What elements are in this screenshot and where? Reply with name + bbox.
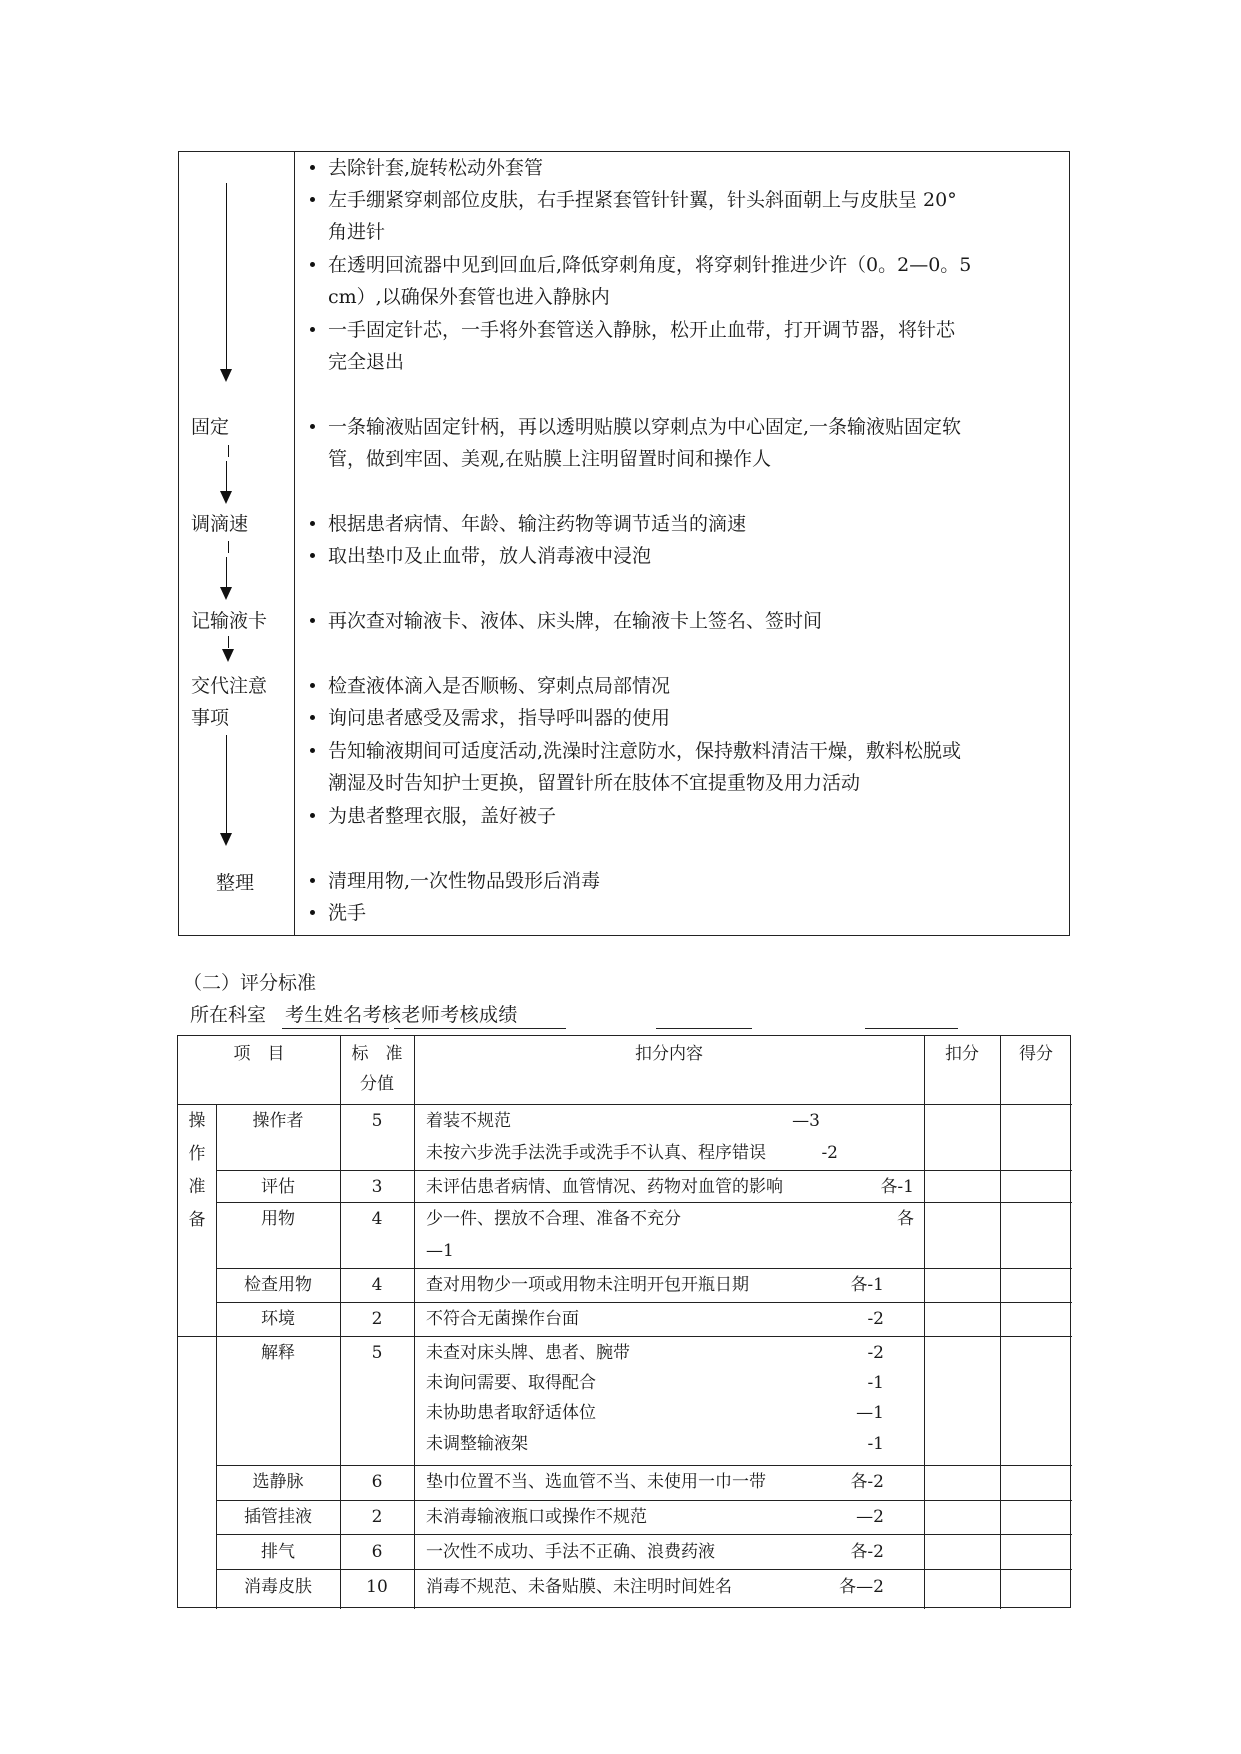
bullet-item: 一手固定针芯，一手将外套管送入静脉，松开止血带，打开调节器，将针芯 (310, 314, 1060, 347)
row-item: 解释 (261, 1343, 295, 1363)
bullet-item: 一条输液贴固定针柄，再以透明贴膜以穿刺点为中心固定,一条输液贴固定软 (310, 411, 1060, 444)
row-standard: 4 (371, 1275, 383, 1295)
step-label-notice-2: 事项 (191, 707, 230, 729)
row-standard: 6 (371, 1542, 383, 1562)
step-label-tidy: 整理 (216, 872, 255, 894)
row-deduct-value: —3 (792, 1111, 820, 1131)
bullet-item: 询问患者感受及需求，指导呼叫器的使用 (310, 702, 1060, 735)
row-item: 排气 (261, 1542, 295, 1562)
row-deduct-value: -1 (867, 1373, 884, 1393)
bullet-continuation: cm）,以确保外套管也进入静脉内 (328, 286, 610, 308)
row-standard: 2 (371, 1507, 383, 1527)
section-title: （二）评分标准 (183, 972, 317, 994)
underline-dept (282, 1028, 389, 1029)
group-prep-char: 备 (188, 1210, 206, 1230)
bullet-item: 清理用物,一次性物品毁形后消毒 (310, 865, 1060, 898)
row-deduct-text: 垫巾位置不当、选血管不当、未使用一巾一带 (426, 1472, 766, 1492)
flow-column-divider (294, 152, 295, 935)
row-deduct-text: 未协助患者取舒适体位 (426, 1403, 596, 1423)
bullet-item: 再次查对输液卡、液体、床头牌，在输液卡上签名、签时间 (310, 605, 1060, 638)
row-item: 选静脉 (252, 1472, 304, 1492)
row-deduct-value: —2 (856, 1507, 884, 1527)
row-standard: 5 (371, 1343, 383, 1363)
bullet-item: 为患者整理衣服，盖好被子 (310, 800, 1060, 833)
row-standard: 5 (371, 1111, 383, 1131)
step-label-record-card: 记输液卡 (191, 610, 268, 632)
bullet-continuation: 潮湿及时告知护士更换，留置针所在肢体不宜提重物及用力活动 (328, 772, 861, 794)
bullet-continuation: 完全退出 (328, 351, 405, 373)
row-item: 操作者 (252, 1111, 304, 1131)
row-deduct-value: -2 (821, 1143, 838, 1163)
row-item: 用物 (261, 1209, 295, 1229)
row-deduct-text: 未按六步洗手法洗手或洗手不认真、程序错误 (426, 1143, 766, 1163)
row-deduct-text: 未消毒输液瓶口或操作不规范 (426, 1507, 647, 1527)
header-standard-2: 分值 (360, 1074, 394, 1094)
bullet-item: 洗手 (310, 897, 1060, 930)
row-item: 评估 (261, 1177, 295, 1197)
exam-fields-label: 考生姓名考核老师考核成绩 (285, 1004, 518, 1026)
bullet-item: 告知输液期间可适度活动,洗澡时注意防水，保持敷料清洁干燥，敷料松脱或 (310, 735, 1060, 768)
header-score: 得分 (1019, 1044, 1053, 1064)
row-deduct-text: —1 (426, 1241, 454, 1261)
row-standard: 2 (371, 1309, 383, 1329)
row-deduct-value: —1 (856, 1403, 884, 1423)
procedure-flow-table (178, 151, 1070, 936)
row-deduct-text: 不符合无菌操作台面 (426, 1309, 579, 1329)
row-deduct-value: 各-1 (850, 1275, 884, 1295)
row-standard: 3 (371, 1177, 383, 1197)
group-prep-char: 操 (188, 1111, 206, 1131)
row-item: 消毒皮肤 (244, 1577, 312, 1597)
step-label-adjust-drip: 调滴速 (191, 513, 249, 535)
row-deduct-text: 未查对床头牌、患者、腕带 (426, 1343, 630, 1363)
row-deduct-text: 查对用物少一项或用物未注明开包开瓶日期 (426, 1275, 749, 1295)
row-deduct-value: 各 (897, 1209, 914, 1229)
row-deduct-text: 未调整输液架 (426, 1434, 528, 1454)
underline-examiner (394, 1028, 566, 1029)
header-standard: 标 准 (351, 1044, 403, 1064)
row-deduct-value: 各—2 (839, 1577, 884, 1597)
row-deduct-text: 着装不规范 (426, 1111, 511, 1131)
row-deduct-value: 各-2 (850, 1542, 884, 1562)
bullet-item: 去除针套,旋转松动外套管 (310, 152, 1060, 185)
group-prep-char: 作 (188, 1144, 206, 1164)
row-standard: 10 (366, 1577, 388, 1597)
row-deduct-text: 少一件、摆放不合理、准备不充分 (426, 1209, 681, 1229)
underline-blank-1 (656, 1028, 752, 1029)
bullet-continuation: 管，做到牢固、美观,在贴膜上注明留置时间和操作人 (328, 448, 772, 470)
scoring-table (177, 1035, 1071, 1608)
row-item: 环境 (261, 1309, 295, 1329)
header-deduct: 扣分 (945, 1044, 979, 1064)
header-item: 项 目 (233, 1044, 285, 1064)
row-deduct-value: -2 (867, 1309, 884, 1329)
row-deduct-value: 各-2 (850, 1472, 884, 1492)
step-label-notice-1: 交代注意 (191, 675, 268, 697)
row-item: 插管挂液 (244, 1507, 312, 1527)
bullet-item: 在透明回流器中见到回血后,降低穿刺角度，将穿刺针推进少许（0。2—0。5 (310, 249, 1060, 282)
row-deduct-text: 消毒不规范、未备贴膜、未注明时间姓名 (426, 1577, 732, 1597)
row-deduct-text: 未评估患者病情、血管情况、药物对血管的影响 (426, 1177, 783, 1197)
row-item: 检查用物 (244, 1275, 312, 1295)
row-deduct-text: 未询问需要、取得配合 (426, 1373, 596, 1393)
row-standard: 4 (371, 1209, 383, 1229)
row-deduct-value: 各-1 (880, 1177, 914, 1197)
underline-blank-2 (865, 1028, 958, 1029)
row-deduct-value: -2 (867, 1343, 884, 1363)
bullet-item: 检查液体滴入是否顺畅、穿刺点局部情况 (310, 670, 1060, 703)
row-standard: 6 (371, 1472, 383, 1492)
header-deduct-content: 扣分内容 (635, 1044, 703, 1064)
group-prep-char: 准 (188, 1177, 206, 1197)
step-label-fix: 固定 (191, 416, 230, 438)
row-deduct-text: 一次性不成功、手法不正确、浪费药液 (426, 1542, 715, 1562)
bullet-item: 取出垫巾及止血带，放人消毒液中浸泡 (310, 540, 1060, 573)
bullet-continuation: 角进针 (328, 221, 386, 243)
row-deduct-value: -1 (867, 1434, 884, 1454)
dept-label: 所在科室 (190, 1004, 267, 1026)
bullet-item: 根据患者病情、年龄、输注药物等调节适当的滴速 (310, 508, 1060, 541)
bullet-item: 左手绷紧穿刺部位皮肤，右手捏紧套管针针翼，针头斜面朝上与皮肤呈 20° (310, 184, 1060, 217)
